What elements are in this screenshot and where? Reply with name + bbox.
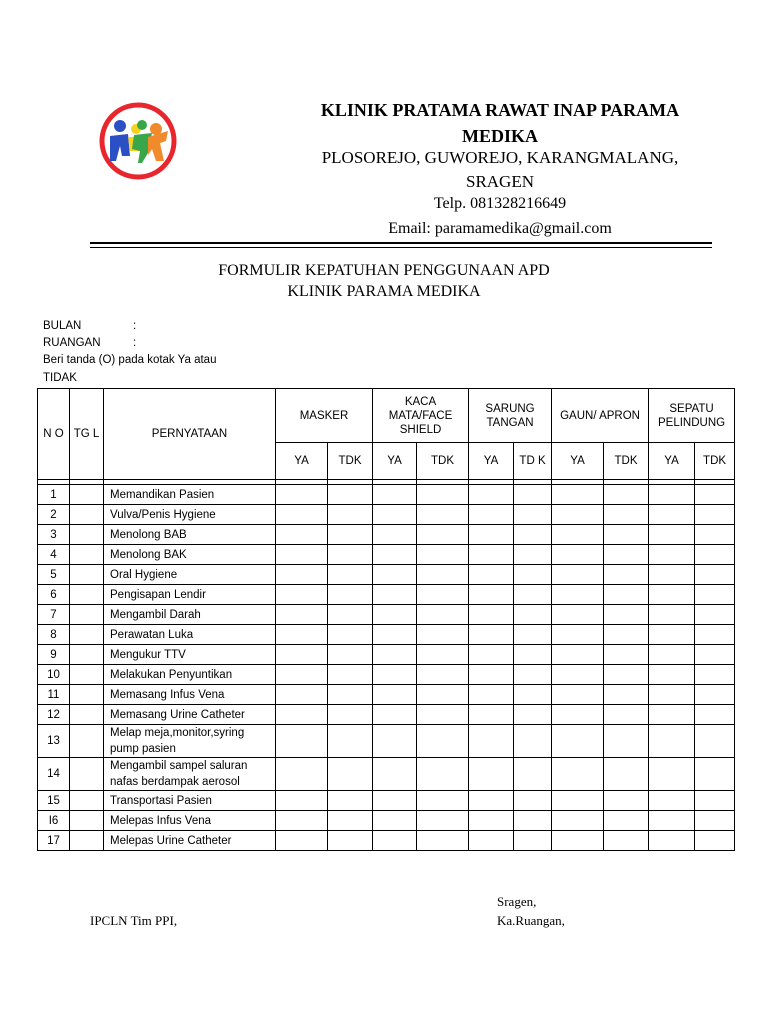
row-date-cell[interactable]: [70, 585, 104, 605]
kaca-ya-cell[interactable]: [373, 565, 417, 585]
table-row: [38, 831, 735, 851]
kaca-ya-cell[interactable]: [373, 525, 417, 545]
sarung-ya-cell[interactable]: [469, 545, 514, 565]
kaca-ya-cell[interactable]: [373, 725, 417, 758]
row-number: 14: [38, 758, 70, 791]
ruangan-field: [43, 335, 136, 352]
kaca-ya-cell[interactable]: [373, 545, 417, 565]
kaca-ya-cell[interactable]: [373, 685, 417, 705]
row-date-cell[interactable]: [70, 758, 104, 791]
sarung-ya-cell[interactable]: [469, 725, 514, 758]
sepatu-tdk-cell[interactable]: [695, 485, 735, 505]
sepatu-ya-cell[interactable]: [649, 645, 695, 665]
sarung-tdk-cell[interactable]: [514, 705, 552, 725]
gaun-ya-cell[interactable]: [552, 705, 604, 725]
masker-tdk-cell[interactable]: [328, 685, 373, 705]
masker-tdk-cell[interactable]: [328, 645, 373, 665]
gaun-tdk-cell[interactable]: [604, 791, 649, 811]
gaun-ya-cell[interactable]: [552, 625, 604, 645]
header-sarung-tangan: SARUNG TANGAN: [469, 389, 552, 443]
table-row: [38, 665, 735, 685]
row-statement: Memasang Urine Catheter: [104, 705, 276, 725]
bulan-field: [43, 318, 136, 335]
gaun-tdk-cell[interactable]: [604, 545, 649, 565]
row-number: 4: [38, 545, 70, 565]
sarung-ya-cell[interactable]: [469, 705, 514, 725]
kaca-ya-cell[interactable]: [373, 665, 417, 685]
sarung-tdk-cell[interactable]: [514, 625, 552, 645]
sepatu-tdk-cell[interactable]: [695, 565, 735, 585]
family-icon: [98, 101, 178, 181]
row-statement: Melap meja,monitor,syring pump pasien: [104, 725, 276, 758]
sepatu-ya-cell[interactable]: [649, 525, 695, 545]
gaun-ya-cell[interactable]: [552, 585, 604, 605]
sepatu-tdk-cell[interactable]: [695, 725, 735, 758]
sub-ya: YA: [276, 443, 328, 480]
sarung-tdk-cell[interactable]: [514, 585, 552, 605]
sub-tdk: TDK: [417, 443, 469, 480]
sub-ya: YA: [373, 443, 417, 480]
sarung-tdk-cell[interactable]: [514, 485, 552, 505]
masker-ya-cell[interactable]: [276, 725, 328, 758]
gaun-ya-cell[interactable]: [552, 791, 604, 811]
kaca-tdk-cell[interactable]: [417, 485, 469, 505]
sepatu-ya-cell[interactable]: [649, 485, 695, 505]
kaca-tdk-cell[interactable]: [417, 811, 469, 831]
row-number: 12: [38, 705, 70, 725]
sarung-ya-cell[interactable]: [469, 665, 514, 685]
row-date-cell[interactable]: [70, 545, 104, 565]
sarung-ya-cell[interactable]: [469, 645, 514, 665]
kaca-tdk-cell[interactable]: [417, 758, 469, 791]
row-number: 5: [38, 565, 70, 585]
signature-ipcln: IPCLN Tim PPI,: [90, 913, 178, 928]
sarung-tdk-cell[interactable]: [514, 791, 552, 811]
row-statement: Oral Hygiene: [104, 565, 276, 585]
gaun-tdk-cell[interactable]: [604, 585, 649, 605]
sarung-tdk-cell[interactable]: [514, 565, 552, 585]
sarung-tdk-cell[interactable]: [514, 758, 552, 791]
kaca-ya-cell[interactable]: [373, 811, 417, 831]
signature-place: Sragen,: [497, 894, 537, 909]
gaun-ya-cell[interactable]: [552, 685, 604, 705]
row-statement: Memasang Infus Vena: [104, 685, 276, 705]
row-number: 6: [38, 585, 70, 605]
kaca-tdk-cell[interactable]: [417, 585, 469, 605]
masker-tdk-cell[interactable]: [328, 811, 373, 831]
header-gaun: GAUN/ APRON: [552, 389, 649, 443]
masker-tdk-cell[interactable]: [328, 791, 373, 811]
masker-ya-cell[interactable]: [276, 565, 328, 585]
masker-ya-cell[interactable]: [276, 505, 328, 525]
header-kaca-mata: KACA MATA/FACE SHIELD: [373, 389, 469, 443]
masker-ya-cell[interactable]: [276, 645, 328, 665]
gaun-tdk-cell[interactable]: [604, 505, 649, 525]
row-statement: Melepas Infus Vena: [104, 811, 276, 831]
kaca-tdk-cell[interactable]: [417, 665, 469, 685]
table-row: [38, 565, 735, 585]
sarung-tdk-cell[interactable]: [514, 505, 552, 525]
gaun-tdk-cell[interactable]: [604, 725, 649, 758]
gaun-tdk-cell[interactable]: [604, 625, 649, 645]
sepatu-ya-cell[interactable]: [649, 811, 695, 831]
row-statement: Memandikan Pasien: [104, 485, 276, 505]
masker-ya-cell[interactable]: [276, 545, 328, 565]
row-number: 7: [38, 605, 70, 625]
gaun-tdk-cell[interactable]: [604, 705, 649, 725]
gaun-ya-cell[interactable]: [552, 505, 604, 525]
sub-tdk: TD K: [514, 443, 552, 480]
sarung-ya-cell[interactable]: [469, 605, 514, 625]
kaca-tdk-cell[interactable]: [417, 705, 469, 725]
sarung-ya-cell[interactable]: [469, 811, 514, 831]
masker-tdk-cell[interactable]: [328, 565, 373, 585]
sarung-tdk-cell[interactable]: [514, 545, 552, 565]
masker-ya-cell[interactable]: [276, 791, 328, 811]
row-date-cell[interactable]: [70, 645, 104, 665]
gaun-ya-cell[interactable]: [552, 758, 604, 791]
gaun-ya-cell[interactable]: [552, 485, 604, 505]
kaca-ya-cell[interactable]: [373, 831, 417, 851]
row-date-cell[interactable]: [70, 665, 104, 685]
sepatu-tdk-cell[interactable]: [695, 645, 735, 665]
masker-tdk-cell[interactable]: [328, 705, 373, 725]
bulan-colon: :: [133, 320, 137, 332]
gaun-tdk-cell[interactable]: [604, 831, 649, 851]
sepatu-ya-cell[interactable]: [649, 685, 695, 705]
masker-ya-cell[interactable]: [276, 685, 328, 705]
header-tgl: TG L: [70, 389, 104, 480]
kaca-ya-cell[interactable]: [373, 485, 417, 505]
row-number: 9: [38, 645, 70, 665]
instruction-line-2: TIDAK: [43, 372, 77, 384]
row-date-cell[interactable]: [70, 791, 104, 811]
sepatu-ya-cell[interactable]: [649, 625, 695, 645]
row-date-cell[interactable]: [70, 605, 104, 625]
gaun-ya-cell[interactable]: [552, 605, 604, 625]
sub-tdk: TDK: [328, 443, 373, 480]
sepatu-tdk-cell[interactable]: [695, 791, 735, 811]
table-row: [38, 791, 735, 811]
kaca-tdk-cell[interactable]: [417, 791, 469, 811]
header-sepatu: SEPATU PELINDUNG: [649, 389, 735, 443]
masker-tdk-cell[interactable]: [328, 485, 373, 505]
kaca-tdk-cell[interactable]: [417, 565, 469, 585]
row-date-cell[interactable]: [70, 625, 104, 645]
table-row: [38, 758, 735, 791]
table-row: [38, 625, 735, 645]
sarung-ya-cell[interactable]: [469, 685, 514, 705]
masker-ya-cell[interactable]: [276, 485, 328, 505]
masker-tdk-cell[interactable]: [328, 625, 373, 645]
table-row: [38, 545, 735, 565]
sarung-tdk-cell[interactable]: [514, 831, 552, 851]
sepatu-tdk-cell[interactable]: [695, 811, 735, 831]
row-number: 3: [38, 525, 70, 545]
masker-ya-cell[interactable]: [276, 705, 328, 725]
row-date-cell[interactable]: [70, 565, 104, 585]
masker-tdk-cell[interactable]: [328, 545, 373, 565]
sarung-ya-cell[interactable]: [469, 585, 514, 605]
table-row: [38, 645, 735, 665]
kaca-tdk-cell[interactable]: [417, 505, 469, 525]
table-row: [38, 811, 735, 831]
header-divider: [90, 242, 712, 244]
ruangan-colon: :: [133, 337, 137, 349]
row-number: 13: [38, 725, 70, 758]
masker-tdk-cell[interactable]: [328, 725, 373, 758]
table-row: [38, 705, 735, 725]
row-number: 2: [38, 505, 70, 525]
gaun-tdk-cell[interactable]: [604, 525, 649, 545]
sepatu-tdk-cell[interactable]: [695, 605, 735, 625]
row-number: 10: [38, 665, 70, 685]
kaca-ya-cell[interactable]: [373, 585, 417, 605]
clinic-name: KLINIK PRATAMA RAWAT INAP PARAMA MEDIKA: [320, 100, 680, 146]
table-row: [38, 685, 735, 705]
masker-ya-cell[interactable]: [276, 758, 328, 791]
row-date-cell[interactable]: [70, 485, 104, 505]
table-row: [38, 525, 735, 545]
header-no: N O: [38, 389, 70, 480]
row-date-cell[interactable]: [70, 505, 104, 525]
sarung-ya-cell[interactable]: [469, 485, 514, 505]
sepatu-ya-cell[interactable]: [649, 705, 695, 725]
row-date-cell[interactable]: [70, 725, 104, 758]
row-statement: Mengukur TTV: [104, 645, 276, 665]
row-statement: Menolong BAB: [104, 525, 276, 545]
sub-ya: YA: [469, 443, 514, 480]
row-statement: Melepas Urine Catheter: [104, 831, 276, 851]
gaun-tdk-cell[interactable]: [604, 605, 649, 625]
masker-ya-cell[interactable]: [276, 625, 328, 645]
sepatu-ya-cell[interactable]: [649, 585, 695, 605]
masker-tdk-cell[interactable]: [328, 505, 373, 525]
sub-ya: YA: [649, 443, 695, 480]
gaun-ya-cell[interactable]: [552, 725, 604, 758]
sepatu-tdk-cell[interactable]: [695, 831, 735, 851]
row-number: 8: [38, 625, 70, 645]
gaun-tdk-cell[interactable]: [604, 665, 649, 685]
gaun-ya-cell[interactable]: [552, 565, 604, 585]
sub-tdk: TDK: [695, 443, 735, 480]
kaca-tdk-cell[interactable]: [417, 725, 469, 758]
sarung-tdk-cell[interactable]: [514, 525, 552, 545]
masker-tdk-cell[interactable]: [328, 758, 373, 791]
ruangan-label: RUANGAN: [43, 337, 101, 349]
kaca-tdk-cell[interactable]: [417, 525, 469, 545]
table-header-row: [38, 389, 735, 443]
gaun-ya-cell[interactable]: [552, 525, 604, 545]
clinic-phone: Telp. 081328216649: [433, 195, 567, 212]
row-date-cell[interactable]: [70, 811, 104, 831]
kaca-ya-cell[interactable]: [373, 791, 417, 811]
sepatu-ya-cell[interactable]: [649, 665, 695, 685]
row-number: I6: [38, 811, 70, 831]
gaun-ya-cell[interactable]: [552, 811, 604, 831]
row-statement: Perawatan Luka: [104, 625, 276, 645]
table-row: [38, 585, 735, 605]
gaun-tdk-cell[interactable]: [604, 485, 649, 505]
sepatu-ya-cell[interactable]: [649, 565, 695, 585]
form-subtitle: KLINIK PARAMA MEDIKA: [287, 283, 481, 300]
masker-tdk-cell[interactable]: [328, 585, 373, 605]
gaun-tdk-cell[interactable]: [604, 685, 649, 705]
sarung-tdk-cell[interactable]: [514, 645, 552, 665]
sepatu-ya-cell[interactable]: [649, 605, 695, 625]
compliance-table: [37, 388, 735, 851]
masker-tdk-cell[interactable]: [328, 605, 373, 625]
masker-tdk-cell[interactable]: [328, 525, 373, 545]
sub-ya: YA: [552, 443, 604, 480]
masker-ya-cell[interactable]: [276, 585, 328, 605]
table-row: [38, 725, 735, 758]
clinic-email: Email: paramamedika@gmail.com: [388, 220, 612, 237]
sarung-ya-cell[interactable]: [469, 565, 514, 585]
sepatu-tdk-cell[interactable]: [695, 525, 735, 545]
sepatu-tdk-cell[interactable]: [695, 705, 735, 725]
sepatu-tdk-cell[interactable]: [695, 505, 735, 525]
sepatu-ya-cell[interactable]: [649, 725, 695, 758]
gaun-ya-cell[interactable]: [552, 665, 604, 685]
sarung-ya-cell[interactable]: [469, 758, 514, 791]
header-pernyataan: PERNYATAAN: [104, 389, 276, 480]
sarung-ya-cell[interactable]: [469, 831, 514, 851]
sepatu-ya-cell[interactable]: [649, 831, 695, 851]
sepatu-ya-cell[interactable]: [649, 545, 695, 565]
sarung-tdk-cell[interactable]: [514, 725, 552, 758]
row-statement: Vulva/Penis Hygiene: [104, 505, 276, 525]
gaun-ya-cell[interactable]: [552, 831, 604, 851]
sepatu-tdk-cell[interactable]: [695, 685, 735, 705]
sepatu-tdk-cell[interactable]: [695, 585, 735, 605]
gaun-ya-cell[interactable]: [552, 645, 604, 665]
row-statement: Melakukan Penyuntikan: [104, 665, 276, 685]
gaun-ya-cell[interactable]: [552, 545, 604, 565]
masker-ya-cell[interactable]: [276, 605, 328, 625]
row-date-cell[interactable]: [70, 525, 104, 545]
row-number: 17: [38, 831, 70, 851]
sarung-tdk-cell[interactable]: [514, 811, 552, 831]
row-statement: Mengambil Darah: [104, 605, 276, 625]
kaca-tdk-cell[interactable]: [417, 625, 469, 645]
row-statement: Menolong BAK: [104, 545, 276, 565]
row-date-cell[interactable]: [70, 685, 104, 705]
sub-tdk: TDK: [604, 443, 649, 480]
sarung-ya-cell[interactable]: [469, 625, 514, 645]
kaca-tdk-cell[interactable]: [417, 545, 469, 565]
table-row: [38, 605, 735, 625]
kaca-ya-cell[interactable]: [373, 758, 417, 791]
kaca-tdk-cell[interactable]: [417, 685, 469, 705]
instruction-line-1: Beri tanda (O) pada kotak Ya atau: [43, 354, 217, 366]
sepatu-tdk-cell[interactable]: [695, 758, 735, 791]
kaca-tdk-cell[interactable]: [417, 605, 469, 625]
sarung-ya-cell[interactable]: [469, 525, 514, 545]
masker-ya-cell[interactable]: [276, 525, 328, 545]
header-masker: MASKER: [276, 389, 373, 443]
table-row: [38, 505, 735, 525]
sarung-tdk-cell[interactable]: [514, 605, 552, 625]
sarung-ya-cell[interactable]: [469, 791, 514, 811]
sarung-tdk-cell[interactable]: [514, 685, 552, 705]
kaca-tdk-cell[interactable]: [417, 831, 469, 851]
row-number: 1: [38, 485, 70, 505]
sepatu-tdk-cell[interactable]: [695, 545, 735, 565]
sepatu-ya-cell[interactable]: [649, 791, 695, 811]
masker-tdk-cell[interactable]: [328, 831, 373, 851]
sarung-tdk-cell[interactable]: [514, 665, 552, 685]
row-date-cell[interactable]: [70, 831, 104, 851]
row-statement: Mengambil sampel saluran nafas berdampak aerosol: [104, 758, 276, 791]
kaca-ya-cell[interactable]: [373, 645, 417, 665]
kaca-ya-cell[interactable]: [373, 625, 417, 645]
form-title: FORMULIR KEPATUHAN PENGGUNAAN APD: [218, 262, 550, 279]
signature-ka-ruangan: Ka.Ruangan,: [497, 913, 565, 928]
gaun-tdk-cell[interactable]: [604, 565, 649, 585]
kaca-ya-cell[interactable]: [373, 705, 417, 725]
kaca-tdk-cell[interactable]: [417, 645, 469, 665]
sepatu-tdk-cell[interactable]: [695, 625, 735, 645]
gaun-tdk-cell[interactable]: [604, 645, 649, 665]
gaun-tdk-cell[interactable]: [604, 758, 649, 791]
clinic-address: PLOSOREJO, GUWOREJO, KARANGMALANG, SRAGEN: [321, 148, 679, 191]
sarung-ya-cell[interactable]: [469, 505, 514, 525]
row-statement: Pengisapan Lendir: [104, 585, 276, 605]
kaca-ya-cell[interactable]: [373, 505, 417, 525]
masker-tdk-cell[interactable]: [328, 665, 373, 685]
masker-ya-cell[interactable]: [276, 831, 328, 851]
bulan-label: BULAN: [43, 320, 82, 332]
masker-ya-cell[interactable]: [276, 811, 328, 831]
header-divider-thin: [90, 247, 712, 248]
sepatu-ya-cell[interactable]: [649, 505, 695, 525]
sepatu-ya-cell[interactable]: [649, 758, 695, 791]
kaca-ya-cell[interactable]: [373, 605, 417, 625]
gaun-tdk-cell[interactable]: [604, 811, 649, 831]
row-date-cell[interactable]: [70, 705, 104, 725]
row-number: 15: [38, 791, 70, 811]
sepatu-tdk-cell[interactable]: [695, 665, 735, 685]
masker-ya-cell[interactable]: [276, 665, 328, 685]
row-statement: Transportasi Pasien: [104, 791, 276, 811]
row-number: 11: [38, 685, 70, 705]
table-row: [38, 485, 735, 505]
